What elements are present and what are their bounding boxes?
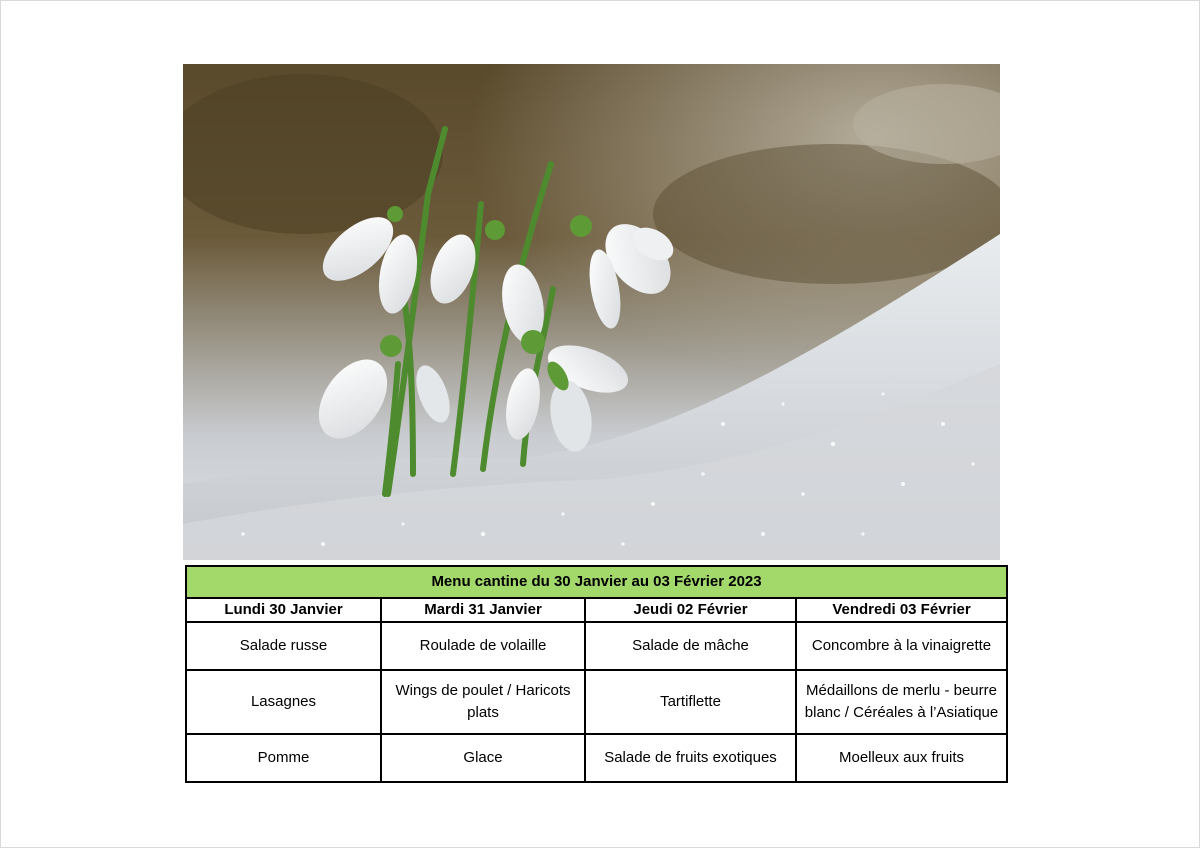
menu-cell: Glace	[381, 734, 585, 782]
dessert-row	[186, 734, 1007, 782]
day-header-row	[186, 598, 1007, 622]
menu-cell: Lasagnes	[186, 670, 381, 734]
menu-cell: Salade de fruits exotiques	[585, 734, 796, 782]
menu-table	[185, 565, 1008, 783]
menu-cell: Salade de mâche	[585, 622, 796, 670]
menu-cell: Moelleux aux fruits	[796, 734, 1007, 782]
snowdrop-photo	[183, 64, 1000, 560]
menu-title-row	[186, 566, 1007, 598]
menu-cell: Salade russe	[186, 622, 381, 670]
menu-cell: Médaillons de merlu - beurre blanc / Céréales à l’Asiatique	[796, 670, 1007, 734]
menu-cell: Pomme	[186, 734, 381, 782]
menu-cell: Roulade de volaille	[381, 622, 585, 670]
main-course-row	[186, 670, 1007, 734]
starter-row	[186, 622, 1007, 670]
day-header: Mardi 31 Janvier	[381, 598, 585, 622]
day-header: Vendredi 03 Février	[796, 598, 1007, 622]
menu-title: Menu cantine du 30 Janvier au 03 Février 2023	[186, 566, 1007, 598]
menu-cell: Wings de poulet / Haricots plats	[381, 670, 585, 734]
day-header: Jeudi 02 Février	[585, 598, 796, 622]
menu-cell: Concombre à la vinaigrette	[796, 622, 1007, 670]
day-header: Lundi 30 Janvier	[186, 598, 381, 622]
menu-cell: Tartiflette	[585, 670, 796, 734]
